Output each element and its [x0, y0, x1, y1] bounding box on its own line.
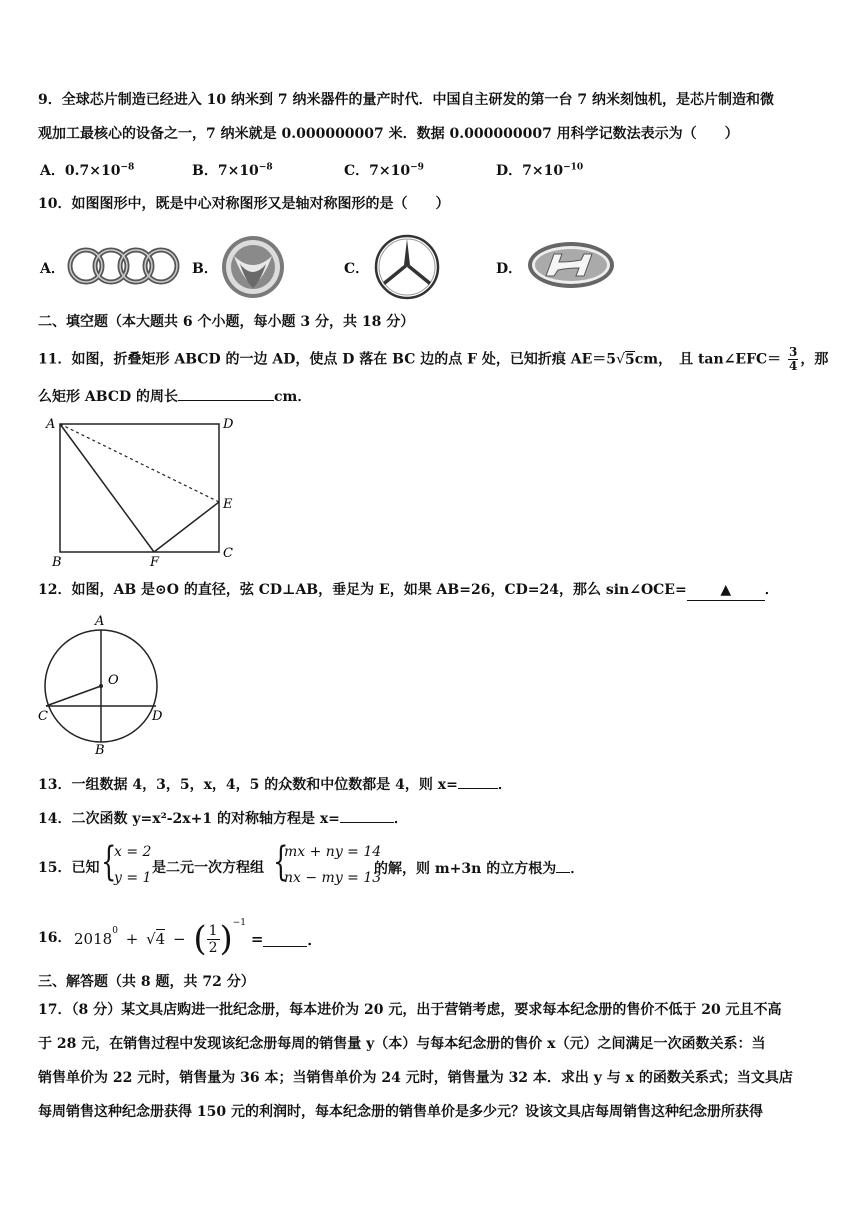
q9-line-2: 观加工最核心的设备之一，7 纳米就是 0.000000007 米．数据 0.000000007 用科学记数法表示为（ ） — [38, 126, 739, 142]
q16-prefix: 16． — [38, 930, 72, 946]
q12-label-o: O — [108, 673, 119, 688]
q14-answer-blank[interactable] — [340, 808, 394, 823]
q9-line-1: 9．全球芯片制造已经进入 10 纳米到 7 纳米器件的量产时代．中国自主研发的第一台 7 纳米刻蚀机，是芯片制造和微 — [38, 92, 774, 108]
q12-label-a: A — [95, 614, 105, 629]
q9-option-d: D．$7\times 10^{-10}$ — [496, 162, 584, 179]
q12-label-c: C — [38, 709, 48, 724]
q11-label-d: D — [223, 417, 234, 432]
q9-option-b: B．$7\times 10^{-8}$ — [192, 162, 273, 179]
q13-text: 13．一组数据 4，3，5，x，4，5 的众数和中位数都是 4，则 x= ． — [38, 774, 512, 795]
dongfeng-logo — [220, 234, 286, 300]
q17-line-4: 每周销售这种纪念册获得 150 元的利润时，每本纪念册的销售单价是多少元？设该文具店每周销售这种纪念册所获得 — [38, 1104, 763, 1120]
q13-answer-blank[interactable] — [458, 774, 498, 789]
audi-rings-logo — [66, 244, 182, 288]
q10-option-c-label: C． — [344, 261, 370, 277]
q15-system-1-line-1: x = 2 — [114, 844, 152, 860]
q17-line-3: 销售单价为 22 元时，销售量为 36 本；当销售单价为 24 元时，销售量为 32 本．求出 y 与 x 的函数关系式；当文具店 — [38, 1070, 793, 1086]
q15-middle: 是二元一次方程组 — [152, 860, 264, 876]
q12-answer-blank[interactable]: ▲ — [687, 580, 765, 601]
q15-system-2-line-2: nx − my = 13 — [284, 870, 382, 886]
q11-line-1: 11．如图，折叠矩形 ABCD 的一边 AD，使点 D 落在 BC 边的点 F 处，已知折痕 AE＝5√5cm， 且 tan∠EFC＝ $\frac{3}{4}$ ，那 — [38, 345, 829, 373]
q9-option-c: C．$7\times 10^{-9}$ — [344, 162, 424, 179]
q15-prefix: 15．已知 — [38, 860, 100, 876]
q15-brace-2: { — [273, 839, 289, 885]
q9-option-a: A．$0.7\times 10^{-8}$ — [40, 162, 135, 179]
q17-line-2: 于 28 元，在销售过程中发现该纪念册每周的销售量 y（本）与每本纪念册的售价 x（元）之间满足一次函数关系：当 — [38, 1036, 766, 1052]
q10-option-b-label: B． — [192, 261, 218, 277]
q11-label-c: C — [223, 546, 233, 561]
q11-rectangle-figure — [40, 412, 250, 572]
q15-suffix: 的解，则 m+3n 的立方根为 ． — [374, 858, 584, 879]
q10-text: 10．如图图形中，既是中心对称图形又是轴对称图形的是（ ） — [38, 196, 450, 212]
q11-label-f: F — [150, 555, 160, 570]
q16-answer-blank[interactable] — [263, 932, 307, 947]
mercedes-star-logo — [374, 234, 440, 300]
q11-line-2: 么矩形 ABCD 的周长 cm． — [38, 386, 311, 407]
q10-option-a-label: A． — [40, 261, 65, 277]
q17-line-1: 17．（8 分）某文具店购进一批纪念册，每本进价为 20 元，出于营销考虑，要求每本纪念册的售价不低于 20 元且不高 — [38, 1002, 782, 1018]
q16-expression: 2018$^0$ + √4 − ( $\frac{1}{2}$ )$^{-1}$ = ． — [74, 918, 323, 959]
q10-option-d-label: D． — [496, 261, 523, 277]
section-2-heading: 二、填空题（本大题共 6 个小题，每小题 3 分，共 18 分） — [38, 314, 415, 330]
q12-circle-figure — [36, 612, 172, 758]
q12-text: 12．如图，AB 是⊙O 的直径，弦 CD⊥AB，垂足为 E，如果 AB=26，CD=24，那么 sin∠OCE= ▲ ． — [38, 580, 779, 601]
q12-label-d: D — [152, 709, 163, 724]
hyundai-logo — [526, 240, 616, 290]
q11-label-b: B — [52, 555, 62, 570]
q11-label-e: E — [223, 497, 233, 512]
q11-label-a: A — [46, 417, 56, 432]
q14-text: 14．二次函数 y=x²-2x+1 的对称轴方程是 x= ． — [38, 808, 408, 829]
q15-answer-blank[interactable] — [556, 858, 570, 873]
q15-brace-1: { — [101, 839, 117, 885]
q12-label-b: B — [95, 743, 105, 758]
section-3-heading: 三、解答题（共 8 题，共 72 分） — [38, 974, 255, 990]
q15-system-1-line-2: y = 1 — [114, 870, 152, 886]
q11-answer-blank[interactable] — [178, 386, 274, 401]
q15-system-2-line-1: mx + ny = 14 — [284, 844, 382, 860]
